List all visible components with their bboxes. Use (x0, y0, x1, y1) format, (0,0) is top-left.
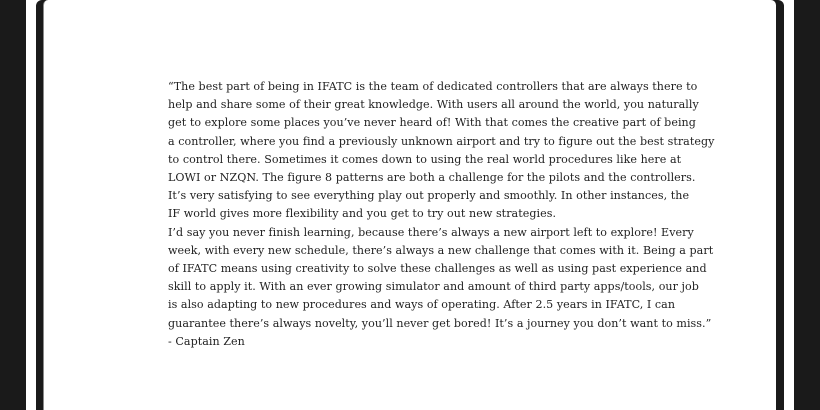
quote-line: I’d say you never finish learning, because there’s always a new airport left to explore! Every (168, 225, 694, 239)
quote-line: of IFATC means using creativity to solve these challenges as well as using past experience and (168, 262, 707, 276)
quote-line: It’s very satisfying to see everything play out properly and smoothly. In other instances, the (168, 189, 690, 203)
testimonial-quote (168, 78, 715, 351)
quote-line: LOWI or NZQN. The figure 8 patterns are both a challenge for the pilots and the controllers. (168, 171, 696, 185)
quote-line: skill to apply it. With an ever growing simulator and amount of third party apps/tools, our job (168, 280, 699, 294)
quote-line: week, with every new schedule, there’s always a new challenge that comes with it. Being a part (168, 243, 714, 257)
quote-attribution: - Captain Zen (168, 334, 245, 348)
quote-line: guarantee there’s always novelty, you’ll never get bored! It’s a journey you don’t want to miss.” (168, 316, 712, 330)
testimonial-card-frame (36, 0, 784, 410)
quote-line: a controller, where you find a previously unknown airport and try to figure out the best strategy (168, 134, 715, 148)
quote-line: IF world gives more flexibility and you get to try out new strategies. (168, 207, 557, 221)
right-dark-bar (794, 0, 820, 410)
quote-line: help and share some of their great knowledge. With users all around the world, you naturally (168, 98, 699, 112)
testimonial-card (43, 0, 776, 410)
left-dark-bar (0, 0, 26, 410)
quote-line: to control there. Sometimes it comes down to using the real world procedures like here at (168, 152, 682, 166)
quote-line: get to explore some places you’ve never heard of! With that comes the creative part of being (168, 116, 696, 130)
quote-line: “The best part of being in IFATC is the team of dedicated controllers that are always there to (168, 80, 698, 93)
quote-line: is also adapting to new procedures and ways of operating. After 2.5 years in IFATC, I can (168, 298, 676, 312)
